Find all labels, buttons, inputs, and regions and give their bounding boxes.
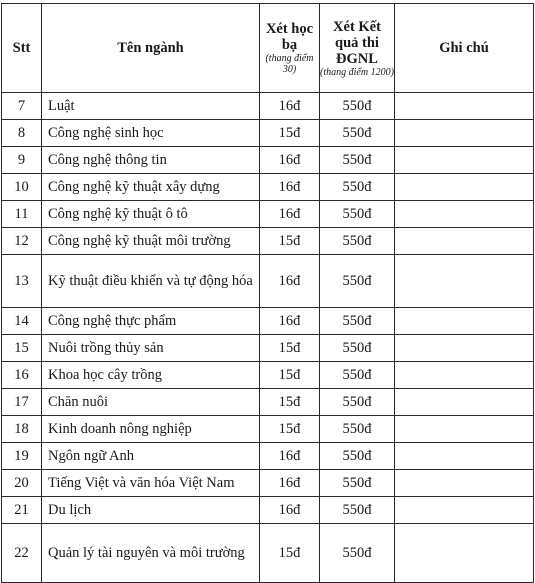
major-name-cell: Công nghệ sinh học	[42, 120, 260, 147]
hocba-score-cell: 15đ	[260, 389, 320, 416]
header-hocba-scale: (thang điểm 30)	[265, 53, 314, 75]
note-cell	[395, 255, 534, 308]
dgnl-score-cell: 550đ	[320, 416, 395, 443]
hocba-score-cell: 15đ	[260, 335, 320, 362]
dgnl-score-cell: 550đ	[320, 362, 395, 389]
row-number-cell: 7	[2, 93, 42, 120]
hocba-score-cell: 16đ	[260, 174, 320, 201]
header-stt: Stt	[2, 4, 42, 93]
hocba-score-cell: 16đ	[260, 470, 320, 497]
note-cell	[395, 362, 534, 389]
table-row	[2, 470, 534, 497]
note-cell	[395, 228, 534, 255]
table-row	[2, 335, 534, 362]
table-row	[2, 416, 534, 443]
dgnl-score-cell: 550đ	[320, 174, 395, 201]
hocba-score-cell: 15đ	[260, 362, 320, 389]
major-name-cell: Công nghệ kỹ thuật ô tô	[42, 201, 260, 228]
table-row	[2, 228, 534, 255]
note-cell	[395, 470, 534, 497]
dgnl-score-cell: 550đ	[320, 443, 395, 470]
table-row	[2, 308, 534, 335]
hocba-score-cell: 15đ	[260, 120, 320, 147]
note-cell	[395, 497, 534, 524]
row-number-cell: 9	[2, 147, 42, 174]
table-row	[2, 497, 534, 524]
table-row	[2, 174, 534, 201]
row-number-cell: 21	[2, 497, 42, 524]
table-row	[2, 389, 534, 416]
header-major-name: Tên ngành	[42, 4, 260, 93]
major-name-cell: Công nghệ thực phẩm	[42, 308, 260, 335]
major-name-cell: Khoa học cây trồng	[42, 362, 260, 389]
note-cell	[395, 201, 534, 228]
dgnl-score-cell: 550đ	[320, 335, 395, 362]
dgnl-score-cell: 550đ	[320, 470, 395, 497]
row-number-cell: 17	[2, 389, 42, 416]
major-name-cell: Công nghệ thông tin	[42, 147, 260, 174]
note-cell	[395, 416, 534, 443]
note-cell	[395, 443, 534, 470]
note-cell	[395, 93, 534, 120]
table-row	[2, 201, 534, 228]
header-hocba	[260, 4, 320, 93]
note-cell	[395, 120, 534, 147]
header-dgnl-label: Xét Kết quả thi ĐGNL	[333, 18, 381, 67]
major-name-cell: Du lịch	[42, 497, 260, 524]
row-number-cell: 20	[2, 470, 42, 497]
table-row	[2, 120, 534, 147]
dgnl-score-cell: 550đ	[320, 308, 395, 335]
header-dgnl-scale: (thang điểm 1200)	[320, 66, 394, 78]
row-number-cell: 8	[2, 120, 42, 147]
hocba-score-cell: 16đ	[260, 201, 320, 228]
row-number-cell: 16	[2, 362, 42, 389]
hocba-score-cell: 15đ	[260, 416, 320, 443]
hocba-score-cell: 16đ	[260, 497, 320, 524]
row-number-cell: 14	[2, 308, 42, 335]
table-row	[2, 362, 534, 389]
row-number-cell: 19	[2, 443, 42, 470]
dgnl-score-cell: 550đ	[320, 147, 395, 174]
note-cell	[395, 389, 534, 416]
note-cell	[395, 147, 534, 174]
major-name-cell: Kỹ thuật điều khiển và tự động hóa	[42, 255, 260, 308]
row-number-cell: 10	[2, 174, 42, 201]
major-name-cell: Kinh doanh nông nghiệp	[42, 416, 260, 443]
note-cell	[395, 524, 534, 583]
hocba-score-cell: 16đ	[260, 255, 320, 308]
header-hocba-label: Xét học bạ	[265, 21, 314, 53]
hocba-score-cell: 15đ	[260, 524, 320, 583]
note-cell	[395, 335, 534, 362]
note-cell	[395, 174, 534, 201]
major-name-cell: Quản lý tài nguyên và môi trường	[42, 524, 260, 583]
row-number-cell: 13	[2, 255, 42, 308]
row-number-cell: 15	[2, 335, 42, 362]
dgnl-score-cell: 550đ	[320, 201, 395, 228]
header-row	[2, 4, 534, 93]
row-number-cell: 22	[2, 524, 42, 583]
dgnl-score-cell: 550đ	[320, 120, 395, 147]
row-number-cell: 18	[2, 416, 42, 443]
dgnl-score-cell: 550đ	[320, 255, 395, 308]
major-name-cell: Công nghệ kỹ thuật xây dựng	[42, 174, 260, 201]
header-note: Ghi chú	[395, 4, 534, 93]
table-row	[2, 524, 534, 583]
table-row	[2, 255, 534, 308]
hocba-score-cell: 16đ	[260, 93, 320, 120]
hocba-score-cell: 16đ	[260, 147, 320, 174]
table-row	[2, 443, 534, 470]
major-name-cell: Nuôi trồng thủy sản	[42, 335, 260, 362]
dgnl-score-cell: 550đ	[320, 524, 395, 583]
major-name-cell: Chăn nuôi	[42, 389, 260, 416]
header-dgnl	[320, 4, 395, 93]
major-name-cell: Công nghệ kỹ thuật môi trường	[42, 228, 260, 255]
major-name-cell: Ngôn ngữ Anh	[42, 443, 260, 470]
major-name-cell: Tiếng Việt và văn hóa Việt Nam	[42, 470, 260, 497]
table-row	[2, 93, 534, 120]
dgnl-score-cell: 550đ	[320, 228, 395, 255]
dgnl-score-cell: 550đ	[320, 497, 395, 524]
row-number-cell: 12	[2, 228, 42, 255]
table-row	[2, 147, 534, 174]
hocba-score-cell: 15đ	[260, 228, 320, 255]
note-cell	[395, 308, 534, 335]
hocba-score-cell: 16đ	[260, 443, 320, 470]
dgnl-score-cell: 550đ	[320, 93, 395, 120]
major-name-cell: Luật	[42, 93, 260, 120]
dgnl-score-cell: 550đ	[320, 389, 395, 416]
row-number-cell: 11	[2, 201, 42, 228]
hocba-score-cell: 16đ	[260, 308, 320, 335]
admission-score-table	[1, 3, 534, 583]
